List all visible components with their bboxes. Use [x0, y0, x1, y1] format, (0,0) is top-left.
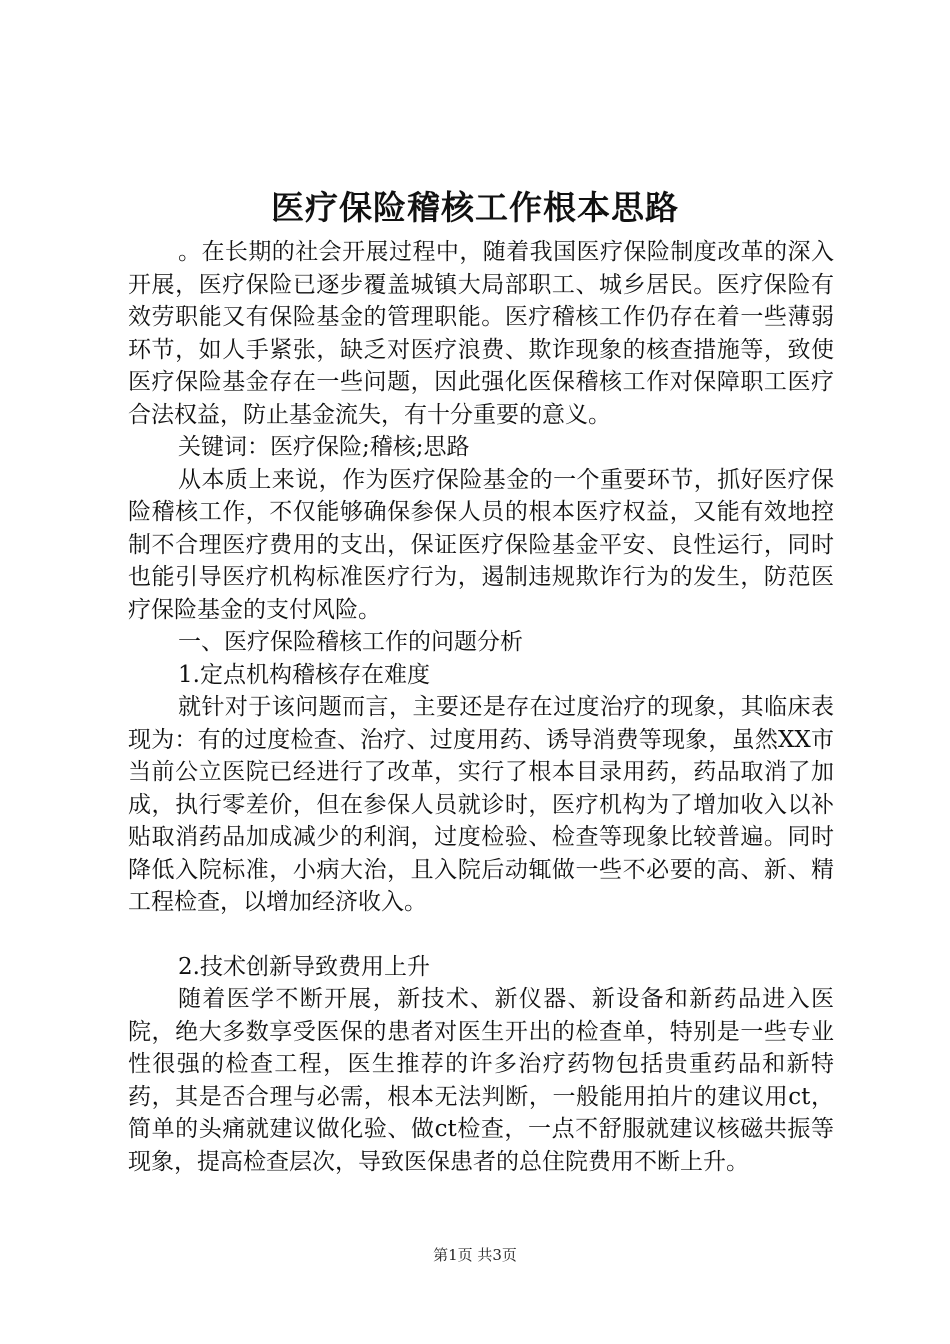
paragraph-essence: 从本质上来说，作为医疗保险基金的一个重要环节，抓好医疗保险稽核工作，不仅能够确保参保人员的根本医疗权益，又能有效地控制不合理医疗费用的支出，保证医疗保险基金平安、良性运行，同时也能引导医疗机构标准医疗行为，遏制违规欺诈行为的发生，防范医疗保险基金的支付风险。	[128, 466, 834, 623]
paragraph-gap	[128, 919, 834, 951]
document-body	[128, 236, 834, 1178]
page-footer: 第1页 共3页	[433, 1246, 517, 1264]
subheading-2: 2.技术创新导致费用上升	[178, 953, 430, 980]
subheading-1: 1.定点机构稽核存在难度	[178, 661, 430, 688]
paragraph-keywords: 关键词：医疗保险;稽核;思路	[178, 434, 470, 460]
section-heading-1: 一、医疗保险稽核工作的问题分析	[178, 629, 523, 655]
paragraph-overtreatment: 就针对于该问题而言，主要还是存在过度治疗的现象，其临床表现为：有的过度检查、治疗、过度用药、诱导消费等现象，虽然XX市当前公立医院已经进行了改革，实行了根本目录用药，药品取消了加成，执行零差价，但在参保人员就诊时，医疗机构为了增加收入以补贴取消药品加成减少的利润，过度检验、检查等现象比较普遍。同时降低入院标准，小病大治，且入院后动辄做一些不必要的高、新、精工程检查，以增加经济收入。	[128, 694, 834, 915]
paragraph-technology: 随着医学不断开展，新技术、新仪器、新设备和新药品进入医院，绝大多数享受医保的患者对医生开出的检查单，特别是一些专业性很强的检查工程，医生推荐的许多治疗药物包括贵重药品和新特药，其是否合理与必需，根本无法判断，一般能用拍片的建议用ct，简单的头痛就建议做化验、做ct检查，一点不舒服就建议核磁共振等现象，提高检查层次，导致医保患者的总住院费用不断上升。	[128, 986, 834, 1175]
document-title: 医疗保险稽核工作根本思路	[271, 188, 679, 227]
paragraph-intro: 。在长期的社会开展过程中，随着我国医疗保险制度改革的深入开展，医疗保险已逐步覆盖城镇大局部职工、城乡居民。医疗保险有效劳职能又有保险基金的管理职能。医疗稽核工作仍存在着一些薄弱环节，如人手紧张，缺乏对医疗浪费、欺诈现象的核查措施等，致使医疗保险基金存在一些问题，因此强化医保稽核工作对保障职工医疗合法权益，防止基金流失，有十分重要的意义。	[128, 239, 834, 428]
